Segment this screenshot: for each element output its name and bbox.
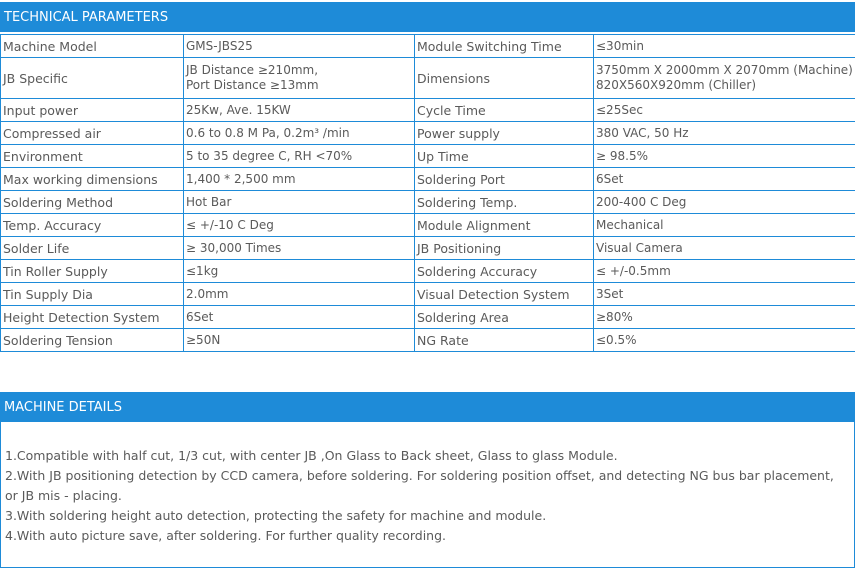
table-row xyxy=(1,99,855,122)
parameter-label: Soldering Accuracy xyxy=(415,260,594,283)
machine-details-list xyxy=(5,446,850,546)
parameter-value-line: 25Kw, Ave. 15KW xyxy=(186,102,291,117)
parameter-value xyxy=(594,214,855,237)
parameter-label: Module Alignment xyxy=(415,214,594,237)
technical-parameters-table xyxy=(0,34,855,352)
parameter-label: Soldering Tension xyxy=(1,329,184,352)
parameter-value xyxy=(594,99,855,122)
list-item: 2.With JB positioning detection by CCD camera, before soldering. For soldering position offset, and detecting NG bus bar placement, or JB mis - placing. xyxy=(5,468,834,503)
machine-details-title: MACHINE DETAILS xyxy=(4,400,123,415)
machine-details-box xyxy=(0,422,855,568)
parameter-value xyxy=(594,260,855,283)
parameter-value-line: 5 to 35 degree C, RH <70% xyxy=(186,148,353,163)
parameter-value xyxy=(184,329,415,352)
parameter-label: Solder Life xyxy=(1,237,184,260)
parameter-value xyxy=(594,283,855,306)
technical-parameters-body xyxy=(1,35,855,352)
parameter-label: Cycle Time xyxy=(415,99,594,122)
technical-parameters-title: TECHNICAL PARAMETERS xyxy=(4,10,169,25)
list-item: 3.With soldering height auto detection, protecting the safety for machine and module. xyxy=(5,508,547,523)
parameter-value xyxy=(184,168,415,191)
parameter-value-line: ≥80% xyxy=(596,309,633,324)
parameter-label: Soldering Method xyxy=(1,191,184,214)
parameter-label: Height Detection System xyxy=(1,306,184,329)
parameter-value xyxy=(184,237,415,260)
table-row xyxy=(1,283,855,306)
parameter-value xyxy=(594,58,855,99)
parameter-value-line: 200-400 C Deg xyxy=(596,194,687,209)
table-row xyxy=(1,35,855,58)
parameter-value-line: 820X560X920mm (Chiller) xyxy=(596,78,757,92)
table-row xyxy=(1,58,855,99)
parameter-value-line: 2.0mm xyxy=(186,286,229,301)
parameter-value-line: ≤0.5% xyxy=(596,332,637,347)
parameter-value xyxy=(184,145,415,168)
parameter-label: Input power xyxy=(1,99,184,122)
parameter-label: Max working dimensions xyxy=(1,168,184,191)
parameter-value-line: ≥50N xyxy=(186,332,221,347)
table-row xyxy=(1,145,855,168)
parameter-label: Module Switching Time xyxy=(415,35,594,58)
technical-parameters-header xyxy=(0,2,855,32)
parameter-value-line: 3Set xyxy=(596,286,624,301)
parameter-value xyxy=(184,58,415,99)
parameter-value-line: ≤1kg xyxy=(186,263,219,278)
parameter-label: Up Time xyxy=(415,145,594,168)
table-row xyxy=(1,329,855,352)
parameter-value xyxy=(184,306,415,329)
parameter-label: Soldering Area xyxy=(415,306,594,329)
table-row xyxy=(1,168,855,191)
table-row xyxy=(1,237,855,260)
parameter-label: Soldering Port xyxy=(415,168,594,191)
parameter-label: Compressed air xyxy=(1,122,184,145)
parameter-value-line: 0.6 to 0.8 M Pa, 0.2m³ /min xyxy=(186,125,350,140)
parameter-value-line: 380 VAC, 50 Hz xyxy=(596,125,689,140)
parameter-value xyxy=(184,35,415,58)
parameter-value xyxy=(184,99,415,122)
parameter-value-line: Hot Bar xyxy=(186,194,232,209)
parameter-value-line: ≤ +/-0.5mm xyxy=(596,263,671,278)
table-row xyxy=(1,260,855,283)
table-row xyxy=(1,306,855,329)
parameter-value xyxy=(594,122,855,145)
parameter-value xyxy=(594,168,855,191)
parameter-value xyxy=(184,214,415,237)
parameter-value xyxy=(594,237,855,260)
parameter-value-line: ≥ 98.5% xyxy=(596,148,648,163)
parameter-value xyxy=(184,260,415,283)
parameter-value xyxy=(184,122,415,145)
parameter-value-line: 3750mm X 2000mm X 2070mm (Machine) xyxy=(596,63,853,77)
parameter-value xyxy=(184,191,415,214)
parameter-value-line: Visual Camera xyxy=(596,240,683,255)
parameter-value xyxy=(594,329,855,352)
table-row xyxy=(1,191,855,214)
parameter-label: JB Positioning xyxy=(415,237,594,260)
table-row xyxy=(1,214,855,237)
parameter-value xyxy=(594,191,855,214)
parameter-label: Machine Model xyxy=(1,35,184,58)
parameter-value-line: Mechanical xyxy=(596,217,664,232)
parameter-value-line: 6Set xyxy=(186,309,214,324)
parameter-value-line: ≥ 30,000 Times xyxy=(186,240,282,255)
parameter-value-line: GMS-JBS25 xyxy=(186,38,253,53)
parameter-value-line: ≤25Sec xyxy=(596,102,643,117)
parameter-label: Visual Detection System xyxy=(415,283,594,306)
parameter-value xyxy=(594,35,855,58)
list-item: 4.With auto picture save, after soldering. For further quality recording. xyxy=(5,528,447,543)
parameter-value-line: Port Distance ≥13mm xyxy=(186,78,319,92)
machine-details-header xyxy=(0,392,855,422)
parameter-label: JB Specific xyxy=(1,58,184,99)
parameter-label: Dimensions xyxy=(415,58,594,99)
parameter-label: Tin Roller Supply xyxy=(1,260,184,283)
parameter-label: Environment xyxy=(1,145,184,168)
parameter-value xyxy=(594,145,855,168)
parameter-value xyxy=(184,283,415,306)
parameter-label: NG Rate xyxy=(415,329,594,352)
parameter-value-line: ≤ +/-10 C Deg xyxy=(186,217,274,232)
parameter-value-line: ≤30min xyxy=(596,38,644,53)
parameter-label: Power supply xyxy=(415,122,594,145)
table-row xyxy=(1,122,855,145)
parameter-value-line: 6Set xyxy=(596,171,624,186)
parameter-value-line: 1,400 * 2,500 mm xyxy=(186,171,296,186)
list-item: 1.Compatible with half cut, 1/3 cut, with center JB ,On Glass to Back sheet, Glass to glass Module. xyxy=(5,448,618,463)
parameter-label: Soldering Temp. xyxy=(415,191,594,214)
parameter-label: Tin Supply Dia xyxy=(1,283,184,306)
parameter-value xyxy=(594,306,855,329)
parameter-label: Temp. Accuracy xyxy=(1,214,184,237)
parameter-value-line: JB Distance ≥210mm, xyxy=(186,63,319,77)
